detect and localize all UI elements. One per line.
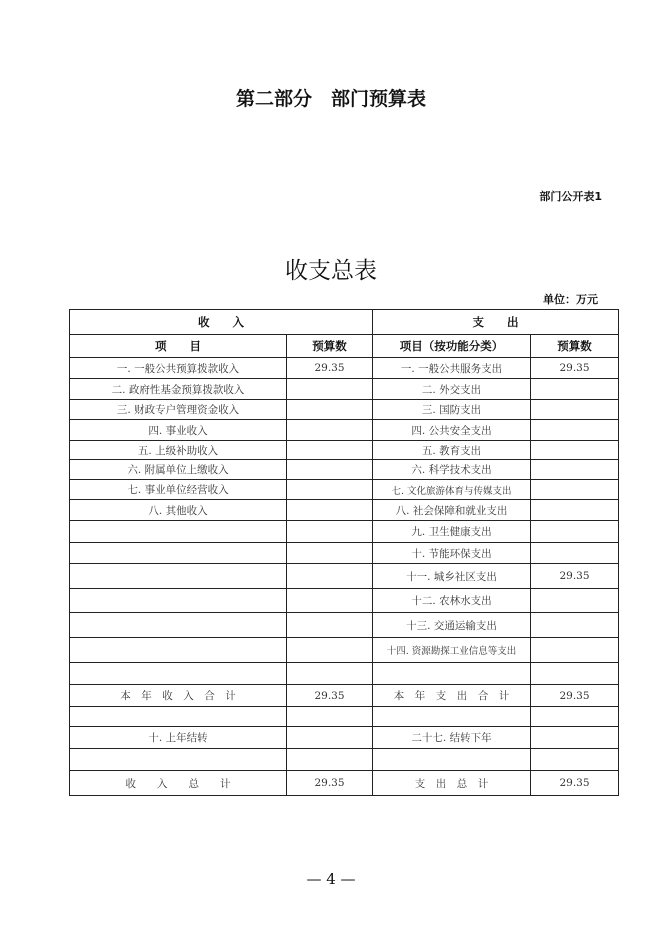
- income-item-cell: [70, 589, 287, 613]
- income-budget-cell: [287, 749, 373, 771]
- table-row: [70, 613, 619, 638]
- table-row: [70, 727, 619, 749]
- table-row: [70, 400, 619, 420]
- income-item-cell: 本 年 收 入 合 计: [70, 685, 287, 707]
- table-row: [70, 663, 619, 685]
- expense-budget-cell: [531, 480, 619, 500]
- expense-item-cell: 八. 社会保障和就业支出: [373, 500, 531, 521]
- expense-item-cell: 十. 节能环保支出: [373, 543, 531, 564]
- expense-budget-cell: [531, 727, 619, 749]
- table-row: [70, 707, 619, 727]
- expense-budget-cell: [531, 441, 619, 460]
- income-item-cell: 二. 政府性基金预算拨款收入: [70, 379, 287, 400]
- expense-item-cell: [373, 749, 531, 771]
- table-row: [70, 749, 619, 771]
- income-budget-cell: [287, 480, 373, 500]
- expense-budget-cell: 29.35: [531, 564, 619, 589]
- income-item-cell: 三. 财政专户管理资金收入: [70, 400, 287, 420]
- table-row: [70, 420, 619, 441]
- expense-budget-cell: [531, 500, 619, 521]
- income-item-cell: 八. 其他收入: [70, 500, 287, 521]
- income-item-cell: [70, 613, 287, 638]
- expense-item-cell: 支 出 总 计: [373, 771, 531, 796]
- table-row: [70, 589, 619, 613]
- table-row: [70, 564, 619, 589]
- expense-budget-cell: [531, 543, 619, 564]
- income-item-cell: [70, 707, 287, 727]
- expense-budget-cell: [531, 400, 619, 420]
- income-budget-cell: [287, 663, 373, 685]
- table-row: [70, 543, 619, 564]
- table-row: [70, 521, 619, 543]
- income-item-cell: [70, 663, 287, 685]
- income-item-cell: [70, 543, 287, 564]
- expense-item-cell: 九. 卫生健康支出: [373, 521, 531, 543]
- section-title: 第二部分 部门预算表: [235, 88, 426, 110]
- expense-budget-cell: [531, 589, 619, 613]
- expense-item-cell: 本 年 支 出 合 计: [373, 685, 531, 707]
- income-item-cell: [70, 749, 287, 771]
- income-budget-cell: [287, 420, 373, 441]
- expense-item-header: 项目（按功能分类）: [373, 335, 531, 358]
- income-budget-cell: [287, 564, 373, 589]
- table-tag: 部门公开表1: [539, 190, 602, 203]
- expense-item-cell: 一. 一般公共服务支出: [373, 358, 531, 379]
- expense-budget-cell: [531, 707, 619, 727]
- expense-item-cell: 六. 科学技术支出: [373, 460, 531, 480]
- expense-budget-cell: 29.35: [531, 771, 619, 796]
- income-budget-cell: [287, 379, 373, 400]
- income-budget-cell: [287, 400, 373, 420]
- income-budget-cell: [287, 613, 373, 638]
- income-budget-header: 预算数: [287, 335, 373, 358]
- table-title: 收支总表: [285, 258, 377, 284]
- table-row: [70, 460, 619, 480]
- income-budget-cell: 29.35: [287, 358, 373, 379]
- table-row: [70, 500, 619, 521]
- table-row: [70, 480, 619, 500]
- expense-item-cell: 三. 国防支出: [373, 400, 531, 420]
- table-row: [70, 638, 619, 663]
- expense-budget-cell: 29.35: [531, 358, 619, 379]
- income-item-header: 项 目: [70, 335, 287, 358]
- expense-item-cell: 十三. 交通运输支出: [373, 613, 531, 638]
- table-row: [70, 358, 619, 379]
- page-number: — 4 —: [306, 870, 356, 888]
- expense-budget-cell: [531, 521, 619, 543]
- expense-item-cell: 五. 教育支出: [373, 441, 531, 460]
- income-budget-cell: [287, 727, 373, 749]
- unit-label: 单位：万元: [543, 293, 598, 306]
- income-item-cell: 四. 事业收入: [70, 420, 287, 441]
- expense-budget-cell: [531, 663, 619, 685]
- expense-item-cell: 十二. 农林水支出: [373, 589, 531, 613]
- income-item-cell: 十. 上年结转: [70, 727, 287, 749]
- income-item-cell: 七. 事业单位经营收入: [70, 480, 287, 500]
- income-item-cell: [70, 564, 287, 589]
- expense-budget-header: 预算数: [531, 335, 619, 358]
- income-item-cell: 收 入 总 计: [70, 771, 287, 796]
- budget-table: [69, 309, 619, 796]
- income-item-cell: [70, 521, 287, 543]
- expense-item-cell: 十四. 资源勘探工业信息等支出: [373, 638, 531, 663]
- table-row: [70, 379, 619, 400]
- income-item-cell: 一. 一般公共预算拨款收入: [70, 358, 287, 379]
- income-item-cell: [70, 638, 287, 663]
- expense-item-cell: 四. 公共安全支出: [373, 420, 531, 441]
- expense-item-cell: [373, 707, 531, 727]
- expense-budget-cell: [531, 379, 619, 400]
- income-budget-cell: [287, 521, 373, 543]
- expense-item-cell: 二十七. 结转下年: [373, 727, 531, 749]
- income-budget-cell: [287, 500, 373, 521]
- income-item-cell: 五. 上级补助收入: [70, 441, 287, 460]
- income-budget-cell: [287, 460, 373, 480]
- expense-item-cell: 七. 文化旅游体育与传媒支出: [373, 480, 531, 500]
- expense-item-cell: 二. 外交支出: [373, 379, 531, 400]
- expense-budget-cell: [531, 420, 619, 441]
- expense-item-cell: 十一. 城乡社区支出: [373, 564, 531, 589]
- expense-budget-cell: [531, 613, 619, 638]
- table-row: [70, 771, 619, 796]
- expense-budget-cell: [531, 749, 619, 771]
- expense-budget-cell: 29.35: [531, 685, 619, 707]
- income-budget-cell: [287, 589, 373, 613]
- income-budget-cell: [287, 441, 373, 460]
- expense-item-cell: [373, 663, 531, 685]
- table-row: [70, 685, 619, 707]
- income-budget-cell: [287, 638, 373, 663]
- income-budget-cell: [287, 707, 373, 727]
- income-budget-cell: 29.35: [287, 771, 373, 796]
- income-item-cell: 六. 附属单位上缴收入: [70, 460, 287, 480]
- expense-budget-cell: [531, 638, 619, 663]
- expense-header: 支 出: [373, 310, 619, 335]
- income-budget-cell: [287, 543, 373, 564]
- expense-budget-cell: [531, 460, 619, 480]
- table-row: [70, 441, 619, 460]
- income-budget-cell: 29.35: [287, 685, 373, 707]
- income-header: 收 入: [70, 310, 373, 335]
